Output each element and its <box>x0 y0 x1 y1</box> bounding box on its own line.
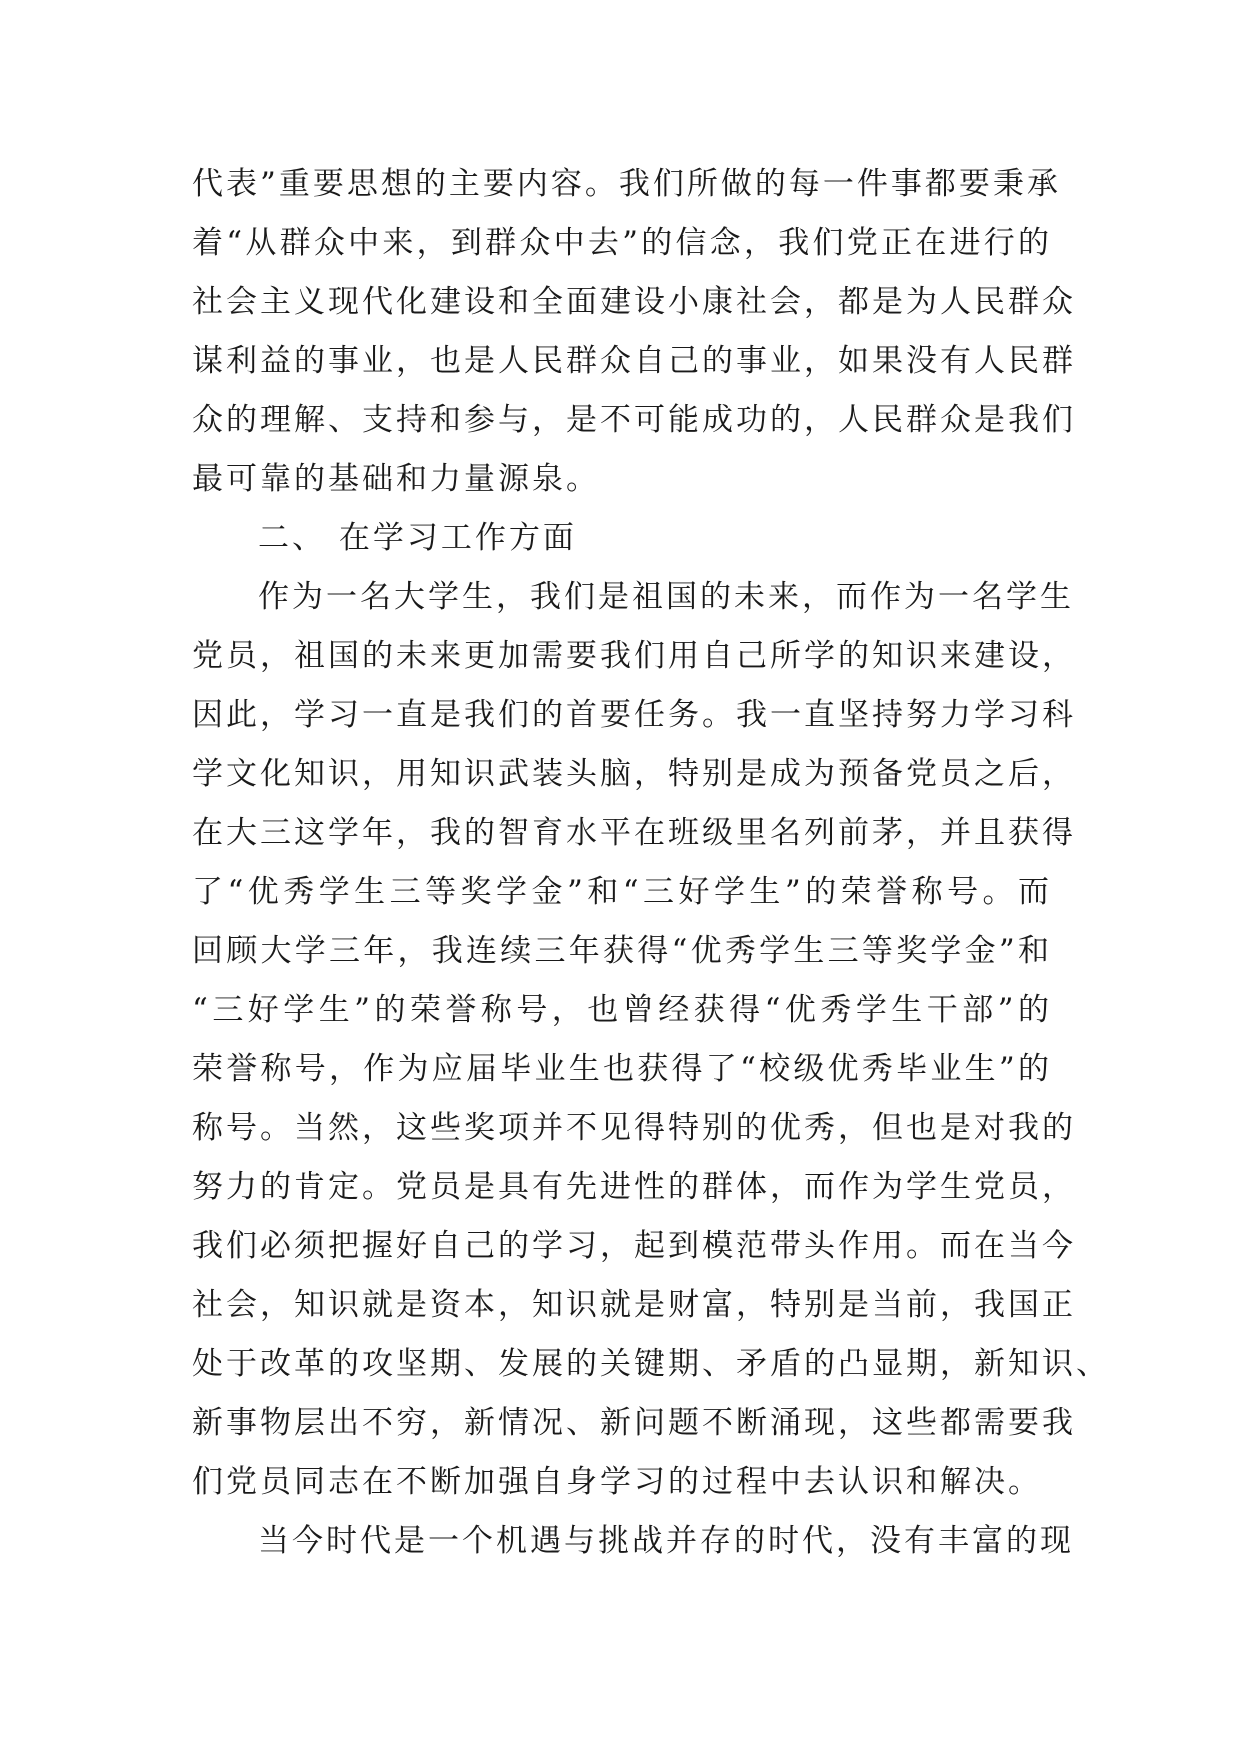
text-line: 党员，祖国的未来更加需要我们用自己所学的知识来建设， <box>192 638 1076 674</box>
text-line: 最可靠的基础和力量源泉。 <box>192 461 600 497</box>
text-line: 了“优秀学生三等奖学金”和“三好学生”的荣誉称号。而 <box>192 874 1052 910</box>
paragraph-3 <box>192 1512 1074 1571</box>
text-line: “三好学生”的荣誉称号，也曾经获得“优秀学生干部”的 <box>192 992 1052 1028</box>
text-line: 谋利益的事业，也是人民群众自己的事业，如果没有人民群 <box>192 343 1076 379</box>
text-line: 新事物层出不穷，新情况、新问题不断涌现，这些都需要我 <box>192 1405 1076 1441</box>
text-line: 努力的肯定。党员是具有先进性的群体，而作为学生党员， <box>192 1169 1076 1205</box>
section-heading: 二、 在学习工作方面 <box>258 520 577 556</box>
paragraph-1 <box>192 155 1076 509</box>
text-line: 当今时代是一个机遇与挑战并存的时代，没有丰富的现 <box>258 1523 1074 1559</box>
text-line: 回顾大学三年，我连续三年获得“优秀学生三等奖学金”和 <box>192 933 1052 969</box>
text-line: 社会主义现代化建设和全面建设小康社会，都是为人民群众 <box>192 284 1076 320</box>
text-line: 学文化知识，用知识武装头脑，特别是成为预备党员之后， <box>192 756 1076 792</box>
text-line: 荣誉称号，作为应届毕业生也获得了“校级优秀毕业生”的 <box>192 1051 1052 1087</box>
text-line: 社会，知识就是资本，知识就是财富，特别是当前，我国正 <box>192 1287 1076 1323</box>
text-line: 作为一名大学生，我们是祖国的未来，而作为一名学生 <box>258 579 1074 615</box>
text-line: 称号。当然，这些奖项并不见得特别的优秀，但也是对我的 <box>192 1110 1076 1146</box>
text-line: 着“从群众中来，到群众中去”的信念，我们党正在进行的 <box>192 225 1052 261</box>
text-line: 代表”重要思想的主要内容。我们所做的每一件事都要秉承 <box>192 166 1061 202</box>
text-line: 众的理解、支持和参与，是不可能成功的，人民群众是我们 <box>192 402 1076 438</box>
text-line: 我们必须把握好自己的学习，起到模范带头作用。而在当今 <box>192 1228 1076 1264</box>
text-line: 处于改革的攻坚期、发展的关键期、矛盾的凸显期，新知识、 <box>192 1346 1110 1382</box>
paragraph-2 <box>192 568 1110 1512</box>
body-text <box>192 155 1110 1571</box>
text-line: 在大三这学年，我的智育水平在班级里名列前茅，并且获得 <box>192 815 1076 851</box>
text-line: 们党员同志在不断加强自身学习的过程中去认识和解决。 <box>192 1464 1042 1500</box>
text-line: 因此，学习一直是我们的首要任务。我一直坚持努力学习科 <box>192 697 1076 733</box>
